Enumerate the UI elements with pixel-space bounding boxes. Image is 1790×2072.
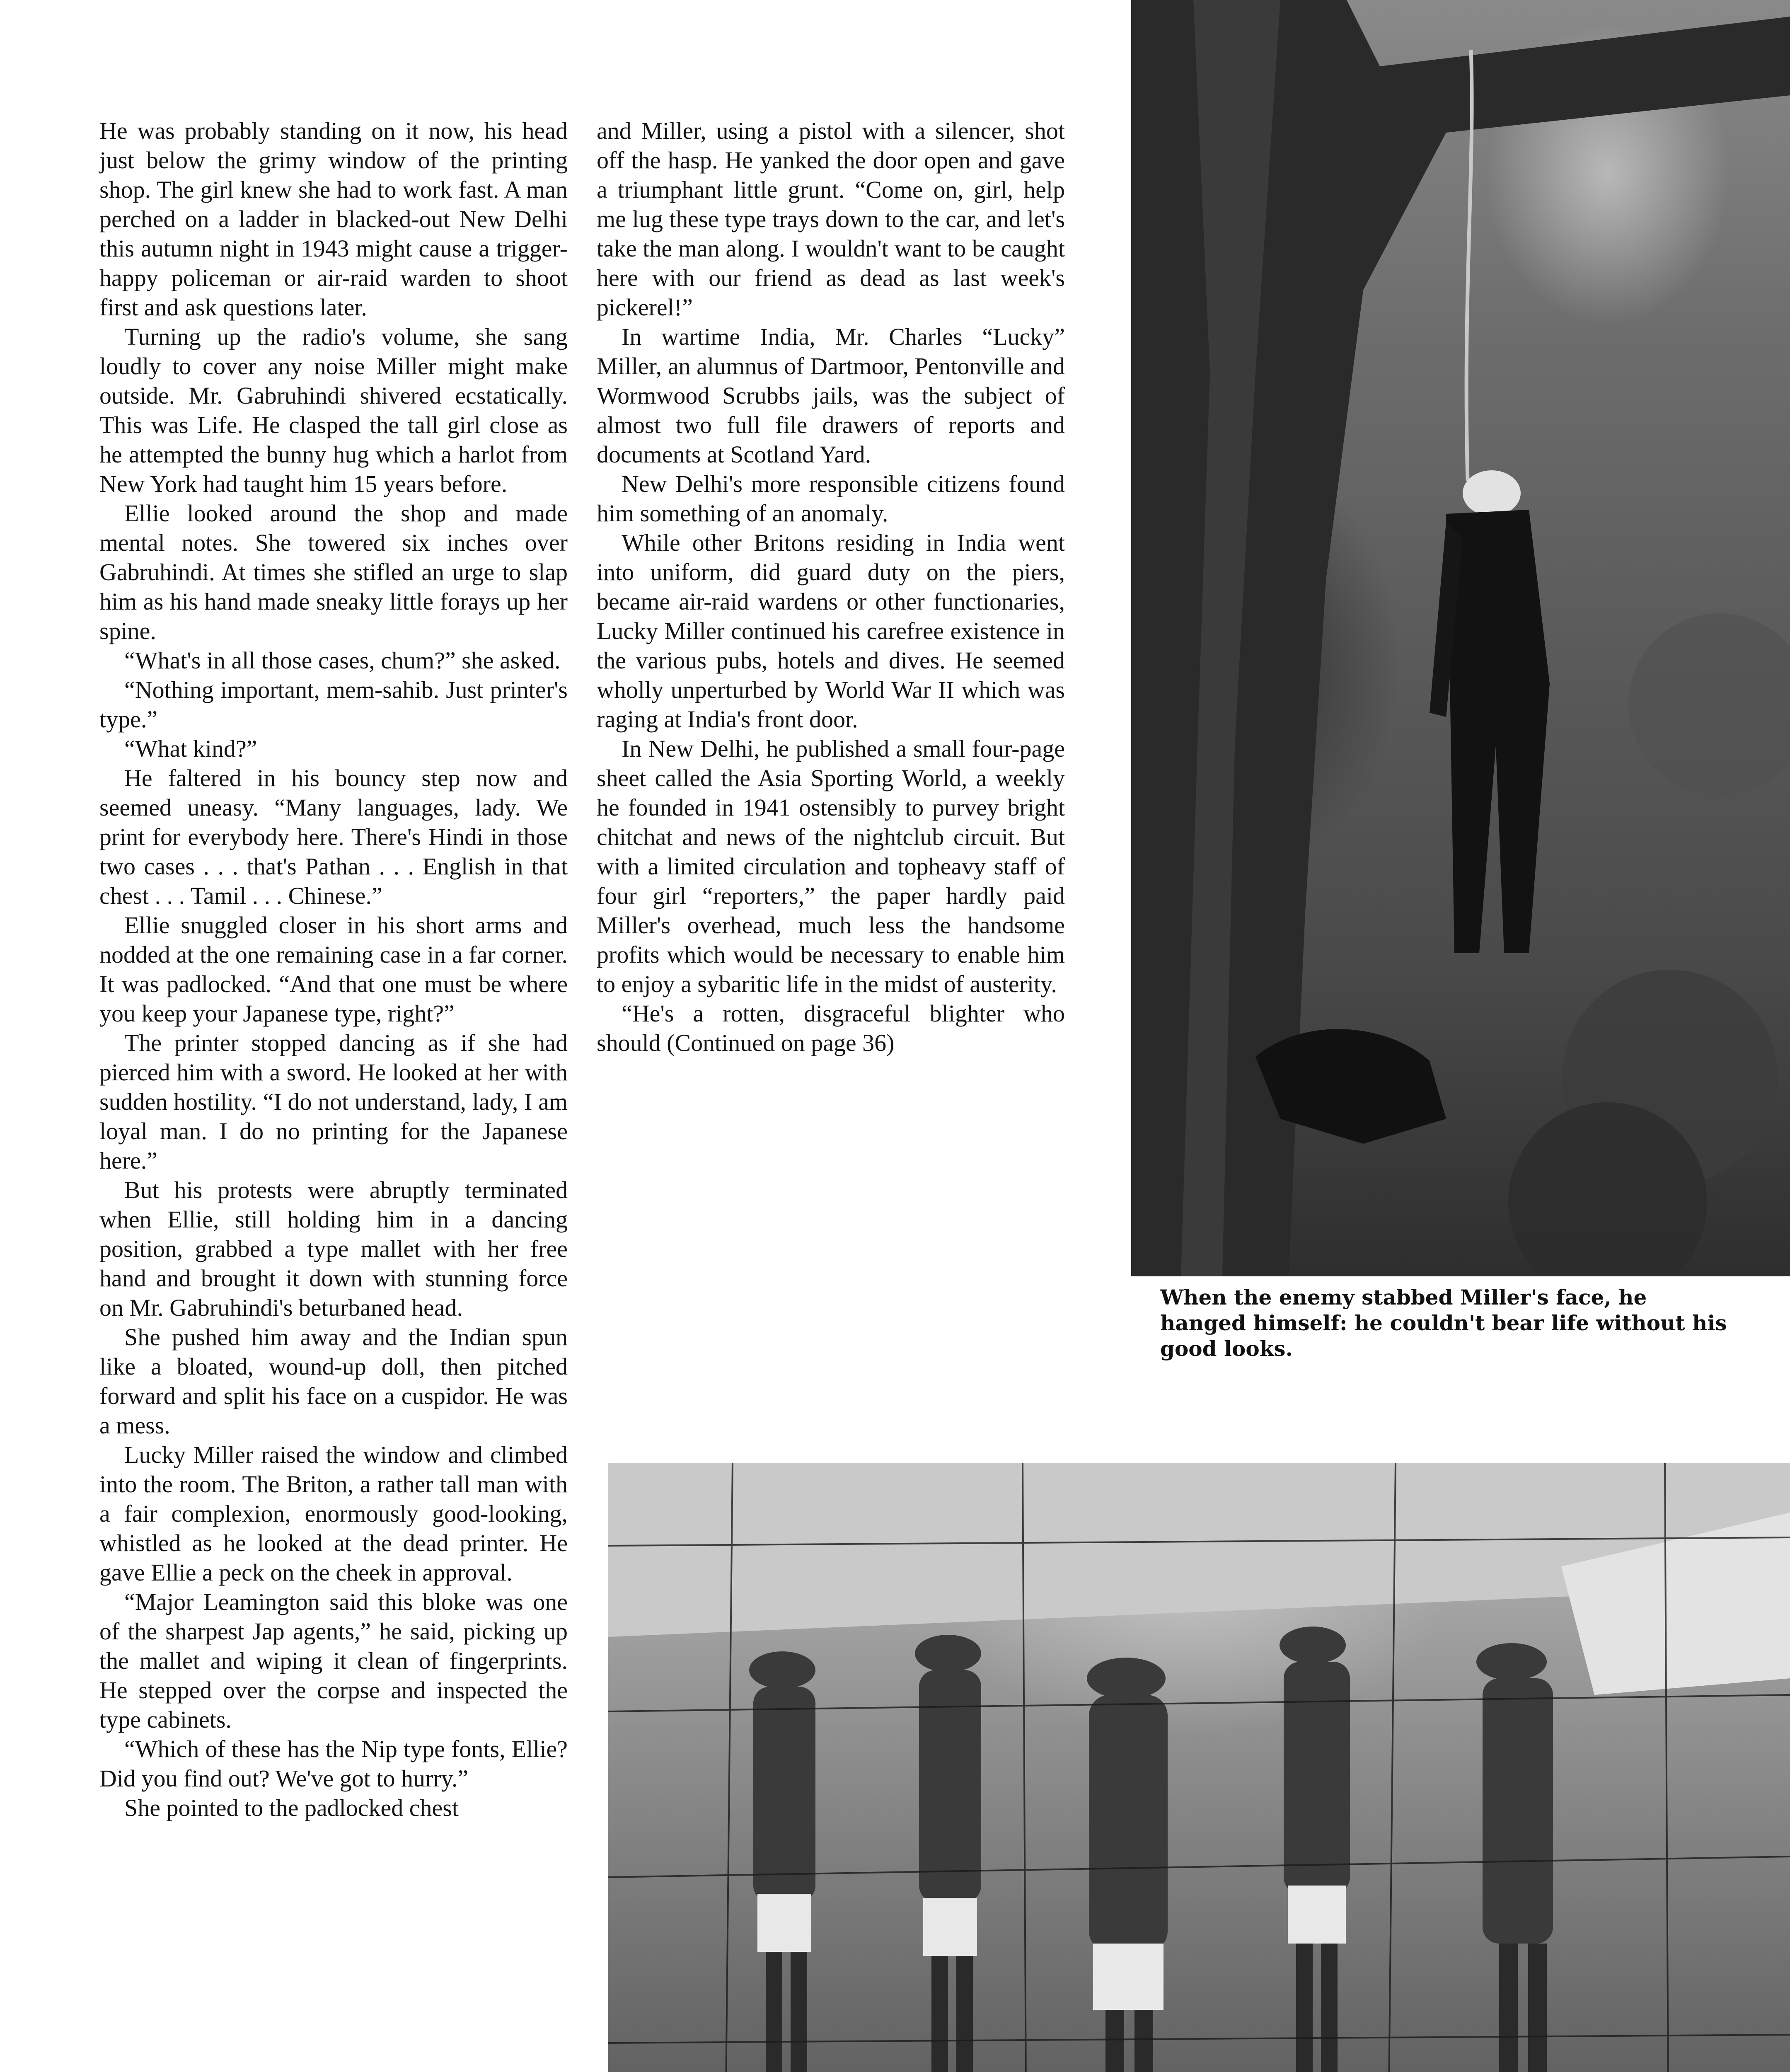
paragraph: Ellie looked around the shop and made mental notes. She towered six inches over Gabruhindi. At times she stifled an urge to slap him as his hand made sneaky little forays up her spine.: [99, 500, 568, 644]
paragraph: In New Delhi, he published a small four-page sheet called the Asia Sporting World, a weekly he founded in 1941 ostensibly to purvey bright chitchat and news of the nightclub circuit. But with a limited circulation and topheavy staff of four girl “reporters,” the paper hardly paid Miller's overhead, much less the handsome profits which would be necessary to enable him to enjoy a sybaritic life in the midst of austerity.: [597, 735, 1065, 997]
article-column-1: [99, 116, 568, 1823]
prisoners-photo: [608, 1463, 1790, 2072]
hanged-man-illustration: [1131, 0, 1790, 1276]
paragraph: New Delhi's more responsible citizens found him something of an anomaly.: [597, 470, 1065, 527]
paragraph: “He's a rotten, disgraceful blighter who should (Continued on page 36): [597, 1000, 1065, 1056]
paragraph: In wartime India, Mr. Charles “Lucky” Miller, an alumnus of Dartmoor, Pentonville and Wormwood Scrubbs jails, was the subject of almost two full file drawers of reports and documents at Scotland Yard.: [597, 323, 1065, 468]
paragraph: He was probably standing on it now, his head just below the grimy window of the printing shop. The girl knew she had to work fast. A man perched on a ladder in blacked-out New Delhi this autumn night in 1943 might cause a trigger-happy policeman or air-raid warden to shoot first and ask questions later.: [99, 117, 568, 321]
paragraph: “What kind?”: [124, 735, 257, 762]
paragraph: The printer stopped dancing as if she had pierced him with a sword. He looked at her with sudden hostility. “I do not understand, lady, I am loyal man. I do no printing for the Japanese here.”: [99, 1029, 568, 1174]
paragraph: He faltered in his bouncy step now and seemed uneasy. “Many languages, lady. We print for everybody here. There's Hindi in those two cases . . . that's Pathan . . . English in that chest . . . Tamil . . . Chinese.”: [99, 765, 568, 909]
paragraph: She pushed him away and the Indian spun like a bloated, wound-up doll, then pitched forward and split his face on a cuspidor. He was a mess.: [99, 1324, 568, 1439]
paragraph: Ellie snuggled closer in his short arms and nodded at the one remaining case in a far corner. It was padlocked. “And that one must be where you keep your Japanese type, right?”: [99, 912, 568, 1027]
hanged-man-photo: [1131, 0, 1790, 1276]
paragraph: Turning up the radio's volume, she sang loudly to cover any noise Miller might make outside. Mr. Gabruhindi shivered ecstatically. This was Life. He clasped the tall girl close as he attempted the bunny hug which a harlot from New York had taught him 15 years before.: [99, 323, 568, 497]
paragraph: But his protests were abruptly terminated when Ellie, still holding him in a dancing position, grabbed a type mallet with her free hand and brought it down with stunning force on Mr. Gabruhindi's beturbaned head.: [99, 1176, 568, 1321]
paragraph: While other Britons residing in India went into uniform, did guard duty on the piers, became air-raid wardens or other functionaries, Lucky Miller continued his carefree existence in the various pubs, hotels and dives. He seemed wholly unperturbed by World War II which was raging at India's front door.: [597, 529, 1065, 733]
prisoners-illustration: [608, 1463, 1790, 2072]
paragraph: “Nothing important, mem-sahib. Just printer's type.”: [99, 676, 568, 733]
article-column-2: [597, 116, 1065, 1058]
paragraph: Lucky Miller raised the window and climbed into the room. The Briton, a rather tall man with a fair complexion, enormously good-looking, whistled as he looked at the dead printer. He gave Ellie a peck on the cheek in approval.: [99, 1441, 568, 1586]
paragraph: “Major Leamington said this bloke was one of the sharpest Jap agents,” he said, picking up the mallet and wiping it clean of fingerprints. He stepped over the corpse and inspected the type cabinets.: [99, 1588, 568, 1733]
paragraph: “What's in all those cases, chum?” she asked.: [124, 647, 561, 674]
paragraph: “Which of these has the Nip type fonts, Ellie? Did you find out? We've got to hurry.”: [99, 1736, 568, 1792]
paragraph: She pointed to the padlocked chest: [124, 1794, 459, 1821]
caption-hanged: When the enemy stabbed Miller's face, he hanged himself: he couldn't bear life without his good looks.: [1160, 1285, 1727, 1361]
paragraph: and Miller, using a pistol with a silencer, shot off the hasp. He yanked the door open and gave a triumphant little grunt. “Come on, girl, help me lug these type trays down to the car, and let's take the man along. I wouldn't want to be caught here with our friend as dead as last week's pickerel!”: [597, 117, 1065, 321]
